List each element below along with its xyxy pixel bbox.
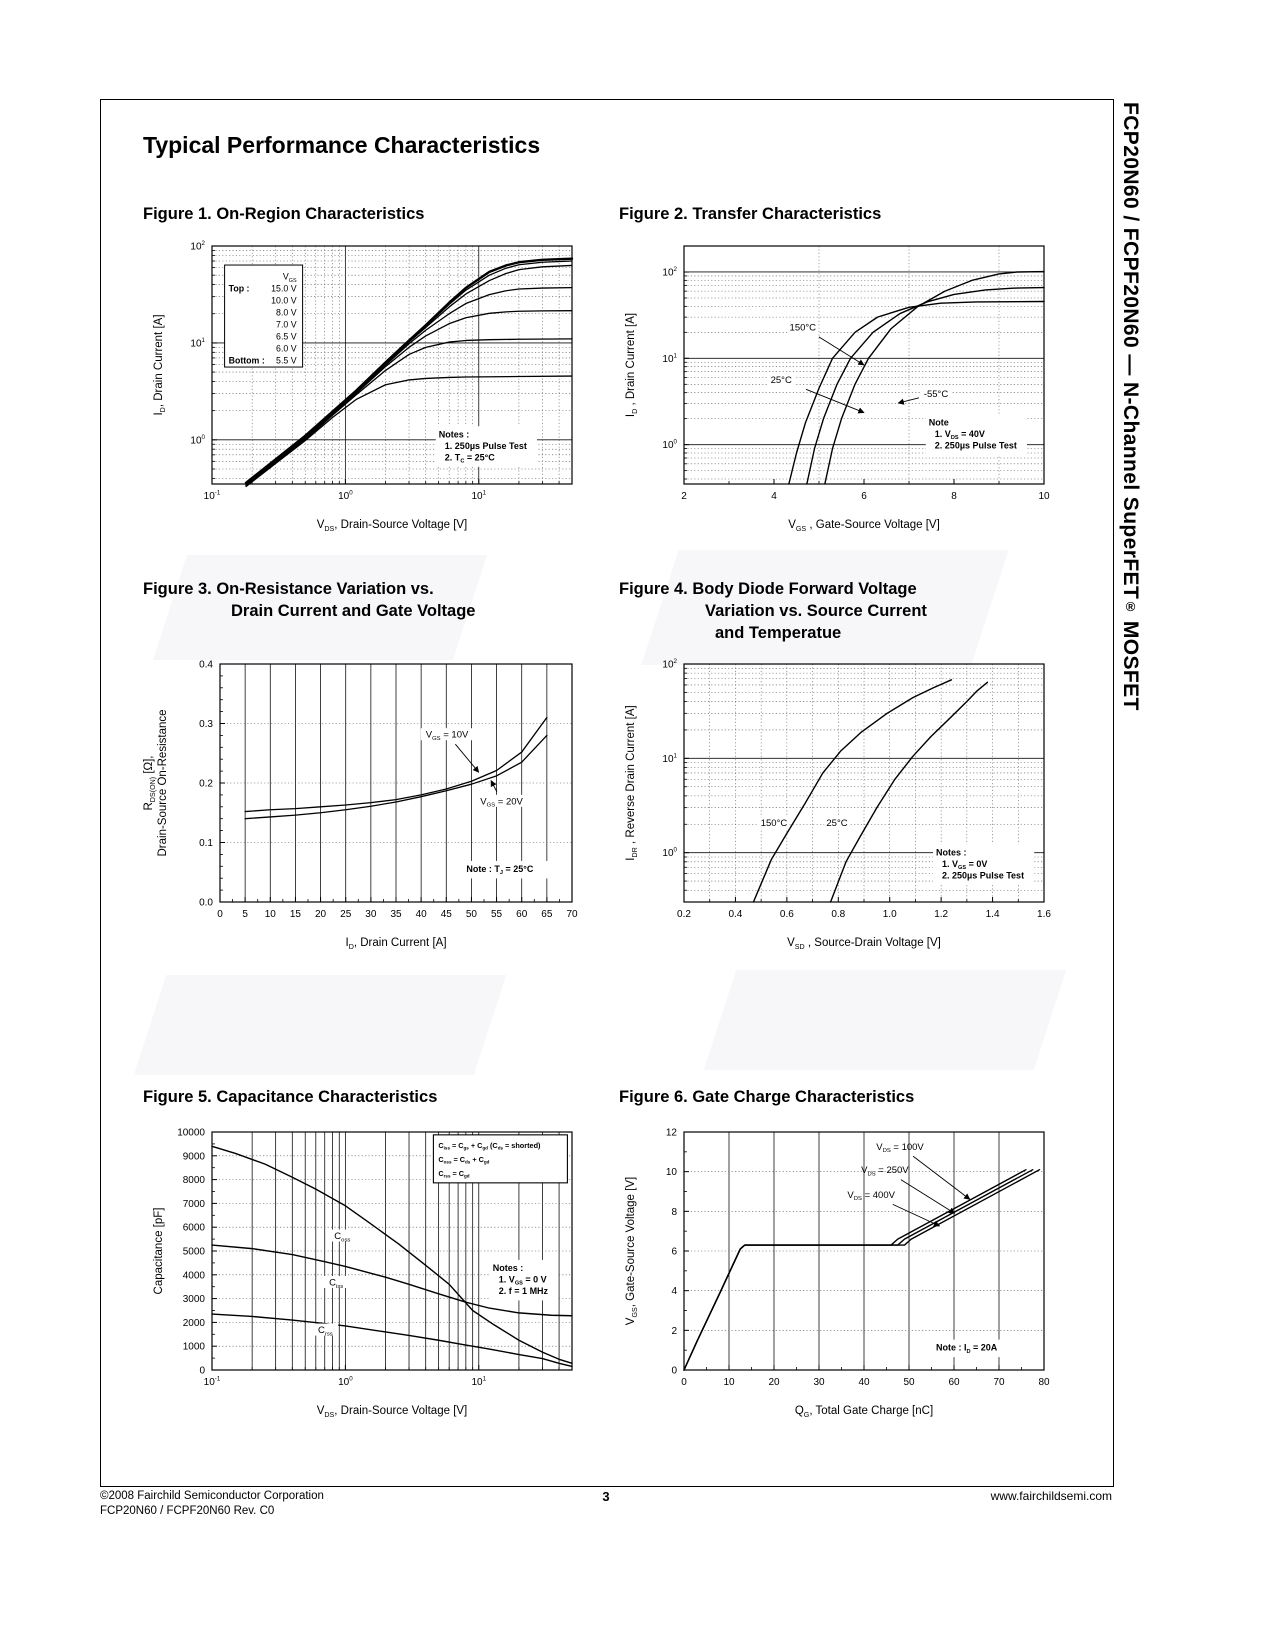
y-axis-title: Drain-Source On-Resistance: [157, 709, 169, 857]
svg-text:0: 0: [217, 909, 223, 920]
svg-text:1.4: 1.4: [985, 909, 1000, 920]
svg-text:10: 10: [723, 1377, 735, 1388]
annotation: [323, 1276, 349, 1290]
annotation: [421, 728, 479, 772]
svg-text:Notes :: Notes :: [492, 1262, 524, 1273]
svg-text:25°C: 25°C: [826, 817, 848, 829]
svg-text:-55°C: -55°C: [923, 389, 949, 401]
svg-text:150°C: 150°C: [789, 322, 817, 334]
svg-text:6000: 6000: [182, 1222, 205, 1234]
svg-text:5.5 V: 5.5 V: [276, 355, 297, 366]
figure4-title-line3: and Temperatue: [715, 624, 842, 642]
figure6-title: Figure 6. Gate Charge Characteristics: [619, 1088, 915, 1106]
svg-text:10-1: $10^{-1}$: [203, 489, 221, 502]
y-axis-title: $I_{DR}$ , Reverse Drain Current [A]: [625, 705, 639, 861]
svg-text:Top :: Top :: [228, 283, 250, 294]
svg-text:0.2: 0.2: [677, 909, 691, 920]
svg-text:VDS = 400V: $V_{DS} = 400V$: [847, 1189, 895, 1203]
svg-text:Notes :: Notes :: [936, 847, 967, 858]
svg-text:15.0 V: 15.0 V: [271, 283, 297, 294]
svg-text:2: 2: [681, 491, 687, 502]
svg-text:Crss: $C_{rss}$: [318, 1325, 333, 1338]
svg-text:0.3: 0.3: [199, 719, 213, 730]
svg-text:10: 10: [1038, 491, 1050, 502]
svg-text:60: 60: [948, 1377, 960, 1388]
svg-text:5000: 5000: [182, 1246, 205, 1258]
annotation: [475, 781, 528, 809]
annotation: [313, 1324, 339, 1338]
svg-text:45: 45: [440, 909, 452, 920]
footer-website[interactable]: www.fairchildsemi.com: [990, 1489, 1112, 1503]
svg-text:10: 10: [264, 909, 276, 920]
svg-text:2. 250µs Pulse Test: 2. 250µs Pulse Test: [942, 870, 1025, 881]
svg-text:1. VGS = 0 V: 1. $V_{GS} = 0$ V: [498, 1274, 547, 1287]
svg-text:50: 50: [903, 1377, 915, 1388]
svg-text:7000: 7000: [182, 1198, 205, 1210]
figure3-chart: [140, 648, 600, 966]
svg-text:0.1: 0.1: [199, 838, 213, 849]
svg-text:80: 80: [1038, 1377, 1050, 1388]
svg-text:0.4: 0.4: [199, 659, 213, 671]
footer-copyright: ©2008 Fairchild Semiconductor Corporation: [100, 1490, 324, 1502]
figure4-title: [619, 578, 927, 644]
svg-text:2: 2: [671, 1325, 677, 1337]
notes: [436, 426, 537, 467]
svg-text:6.5 V: 6.5 V: [276, 331, 297, 342]
svg-text:150°C: 150°C: [760, 817, 788, 829]
page-title: Typical Performance Characteristics: [143, 132, 541, 158]
svg-text:6: 6: [671, 1246, 677, 1258]
svg-text:0: 0: [671, 1365, 677, 1377]
svg-text:30: 30: [365, 909, 377, 920]
svg-text:Coss: $C_{oss}$: [334, 1231, 351, 1244]
svg-text:10-1: $10^{-1}$: [203, 1375, 221, 1388]
svg-text:30: 30: [813, 1377, 825, 1388]
svg-text:VGS: $V_{GS}$: [282, 271, 297, 284]
x-axis-title: $V_{DS}$, Drain-Source Voltage [V]: [316, 519, 468, 533]
formula-box: [433, 1135, 567, 1183]
svg-text:40: 40: [858, 1377, 870, 1388]
svg-text:4: 4: [671, 1286, 677, 1298]
y-axis-title: $V_{GS}$, Gate-Source Voltage [V]: [625, 1176, 639, 1326]
svg-text:0.2: 0.2: [199, 778, 213, 790]
svg-text:Note: Note: [928, 417, 949, 428]
svg-text:0.8: 0.8: [831, 909, 846, 920]
svg-text:Note : ID = 20A: Note : $I_D = 20A$: [936, 1342, 998, 1355]
figure3-title-line1: Figure 3. On-Resistance Variation vs.: [143, 580, 434, 598]
svg-text:101: $10^1$: [471, 1375, 487, 1388]
svg-text:100: $10^0$: [338, 489, 353, 502]
svg-text:100: $10^0$: [662, 846, 677, 860]
svg-text:101: $10^1$: [662, 752, 677, 765]
svg-text:20: 20: [315, 909, 327, 920]
svg-text:Bottom :: Bottom :: [228, 355, 265, 366]
svg-text:101: $10^1$: [662, 352, 677, 365]
svg-text:10.0 V: 10.0 V: [271, 295, 297, 306]
notes: [933, 844, 1034, 885]
svg-text:100: $10^0$: [662, 438, 677, 452]
svg-text:VGS = 10V: $V_{GS} = 10V$: [425, 729, 469, 743]
svg-text:0.0: 0.0: [199, 897, 213, 909]
svg-text:8: 8: [671, 1206, 677, 1218]
svg-text:20: 20: [768, 1377, 780, 1388]
svg-text:2. 250µs Pulse Test: 2. 250µs Pulse Test: [934, 440, 1017, 451]
svg-text:0.6: 0.6: [779, 909, 794, 920]
svg-text:0: 0: [199, 1365, 205, 1377]
svg-text:4000: 4000: [182, 1270, 205, 1282]
svg-text:100: $10^0$: [338, 1375, 353, 1388]
svg-text:Note : TJ = 25°C: Note : $T_J = 25^\circ C$: [466, 863, 534, 877]
svg-text:65: 65: [541, 909, 553, 920]
svg-text:1.2: 1.2: [934, 909, 949, 920]
svg-text:25: 25: [340, 909, 352, 920]
svg-text:102: $10^2$: [190, 240, 205, 253]
svg-text:1.0: 1.0: [882, 909, 897, 920]
notes: [490, 1260, 558, 1301]
svg-text:3000: 3000: [182, 1294, 205, 1306]
registered-trademark-icon: ®: [1123, 599, 1138, 615]
svg-text:1. VGS = 0V: 1. $V_{GS} = 0V$: [942, 858, 988, 872]
svg-text:1000: 1000: [182, 1341, 205, 1353]
figure4-title-line1: Figure 4. Body Diode Forward Voltage: [619, 580, 917, 598]
figure4-chart: [612, 648, 1072, 966]
svg-text:60: 60: [516, 909, 528, 920]
footer-page-number: 3: [602, 1489, 610, 1504]
svg-text:40: 40: [415, 909, 427, 920]
svg-text:Ciss = Cgs + Cgd (Cds = shorte: $C_{iss} = C_{gs} + C_{gd}$ ($C_{ds}$ = shorted): [438, 1140, 541, 1151]
notes: [926, 414, 1027, 455]
svg-text:10: 10: [665, 1167, 677, 1179]
y-axis-title: Capacitance [pF]: [153, 1207, 165, 1295]
figure3-title-line2: Drain Current and Gate Voltage: [231, 602, 476, 620]
svg-text:9000: 9000: [182, 1151, 205, 1163]
svg-text:5: 5: [242, 909, 248, 920]
svg-text:35: 35: [390, 909, 402, 920]
figure2-title: Figure 2. Transfer Characteristics: [619, 205, 882, 223]
annotation: [330, 1230, 356, 1244]
svg-text:25°C: 25°C: [770, 374, 792, 386]
y-axis-title: $R_{DS(ON)}$ [Ω],: [143, 755, 157, 811]
figure4-title-line2: Variation vs. Source Current: [705, 602, 927, 620]
svg-text:8000: 8000: [182, 1175, 205, 1187]
svg-text:8.0 V: 8.0 V: [276, 307, 297, 318]
svg-text:4: 4: [771, 491, 777, 502]
notes: [463, 861, 550, 879]
svg-text:Coss = Cds + Cgd: $C_{oss} = C_{ds} + C_{gd}$: [438, 1154, 490, 1165]
annotation: [824, 816, 850, 829]
svg-text:101: $10^1$: [471, 489, 487, 502]
svg-text:55: 55: [491, 909, 503, 920]
footer-revision: FCP20N60 / FCPF20N60 Rev. C0: [100, 1505, 275, 1517]
svg-text:101: $10^1$: [190, 336, 205, 350]
svg-text:VDS = 250V: $V_{DS} = 250V$: [861, 1165, 909, 1178]
annotation: [898, 388, 951, 404]
svg-text:0.4: 0.4: [728, 909, 743, 920]
figure1-title: Figure 1. On-Region Characteristics: [143, 205, 425, 223]
svg-text:Crss = Cgd: $C_{rss} = C_{gd}$: [438, 1168, 470, 1179]
svg-text:0: 0: [681, 1377, 687, 1388]
figure2-chart: [612, 230, 1072, 548]
annotation: [759, 816, 790, 829]
notes: [933, 1340, 1015, 1358]
x-axis-title: $I_D$, Drain Current [A]: [345, 937, 447, 951]
svg-text:10000: 10000: [177, 1127, 205, 1139]
svg-text:Ciss: $C_{iss}$: [329, 1277, 344, 1290]
svg-text:100: $10^0$: [190, 433, 205, 447]
svg-text:VDS = 100V: $V_{DS} = 100V$: [876, 1141, 924, 1155]
figure1-chart: [140, 230, 600, 548]
svg-text:1.6: 1.6: [1037, 909, 1051, 920]
sidebar-part-title: [1118, 102, 1142, 711]
x-axis-title: $Q_G$, Total Gate Charge [nC]: [794, 1405, 934, 1419]
svg-text:VGS = 20V: $V_{GS} = 20V$: [480, 796, 523, 809]
y-axis-title: $I_D$, Drain Current [A]: [153, 314, 167, 416]
svg-text:7.0 V: 7.0 V: [276, 319, 297, 330]
svg-text:12: 12: [665, 1127, 677, 1139]
figure5-title: Figure 5. Capacitance Characteristics: [143, 1088, 438, 1106]
x-axis-title: $V_{DS}$, Drain-Source Voltage [V]: [316, 1405, 468, 1419]
svg-text:2. TC = 25°C: 2. $T_C = 25^\circ C$: [444, 452, 495, 465]
svg-text:2. f = 1 MHz: 2. f = 1 MHz: [498, 1285, 549, 1296]
legend: [225, 265, 303, 367]
figure3-title: [143, 578, 476, 622]
svg-text:102: $10^2$: [662, 658, 677, 671]
sidebar-title-main: FCP20N60 / FCPF20N60 — N-Channel SuperFET: [1119, 102, 1142, 600]
svg-text:8: 8: [951, 491, 957, 502]
svg-text:Notes :: Notes :: [438, 429, 470, 440]
svg-text:15: 15: [289, 909, 301, 920]
figure5-chart: [140, 1116, 600, 1434]
svg-text:70: 70: [993, 1377, 1005, 1388]
svg-text:1. 250µs Pulse Test: 1. 250µs Pulse Test: [444, 440, 527, 451]
svg-text:50: 50: [465, 909, 477, 920]
x-axis-title: $V_{GS}$ , Gate-Source Voltage [V]: [788, 519, 940, 533]
svg-text:70: 70: [566, 909, 578, 920]
svg-text:1. VDS = 40V: 1. $V_{DS} = 40V$: [934, 428, 985, 442]
svg-text:6: 6: [861, 491, 867, 502]
x-axis-title: $V_{SD}$ , Source-Drain Voltage [V]: [787, 937, 941, 951]
svg-text:6.0 V: 6.0 V: [276, 343, 297, 354]
y-axis-title: $I_D$ , Drain Current [A]: [625, 312, 639, 418]
sidebar-title-end: MOSFET: [1119, 614, 1142, 711]
figure6-chart: [612, 1116, 1072, 1434]
svg-text:2000: 2000: [182, 1317, 205, 1329]
svg-text:102: $10^2$: [662, 265, 677, 279]
